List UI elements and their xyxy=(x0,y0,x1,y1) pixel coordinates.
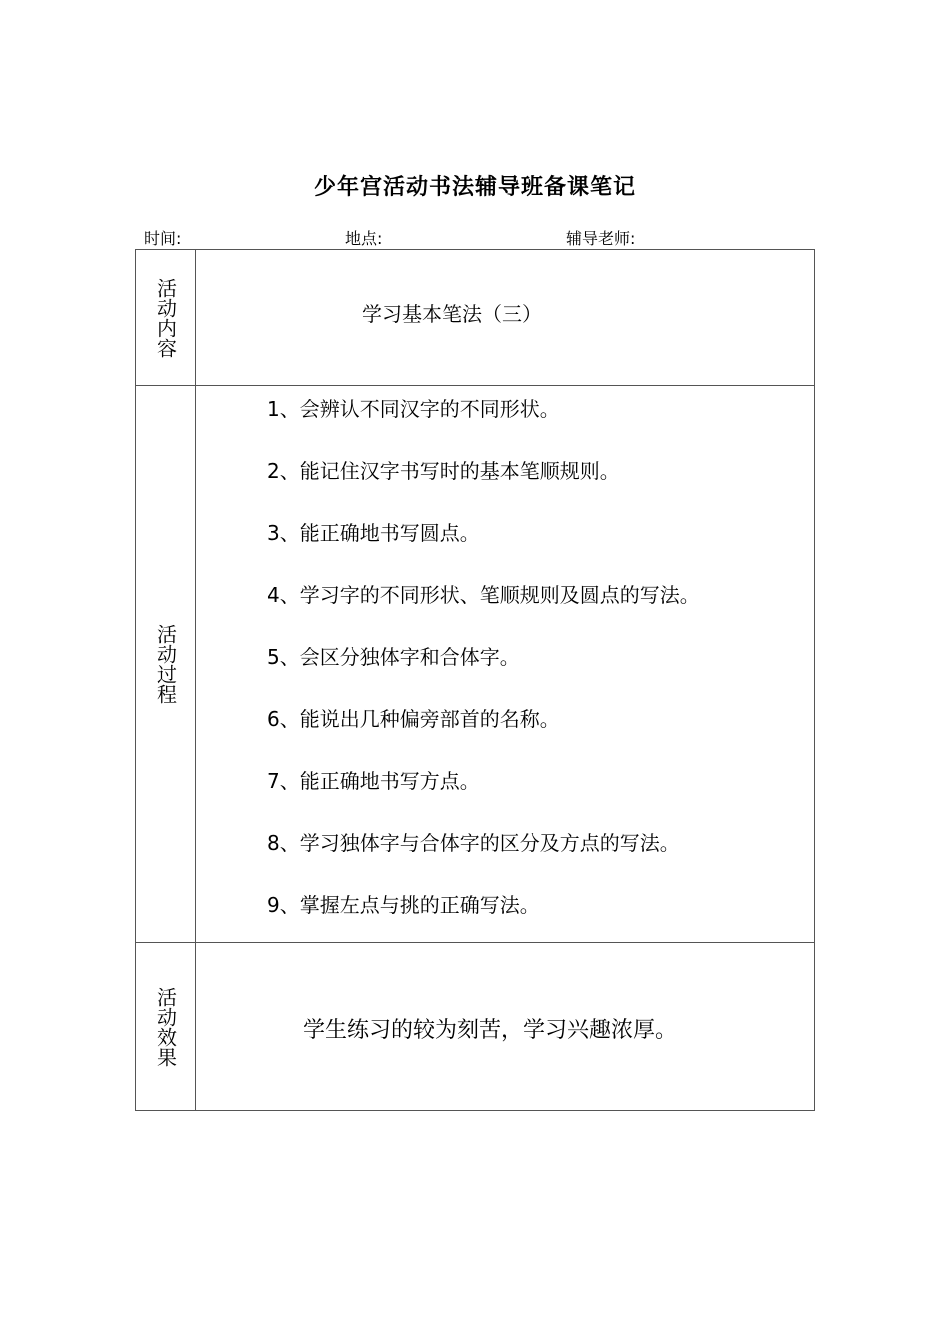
row-activity-content xyxy=(136,250,814,386)
content-cell-process xyxy=(196,386,814,942)
process-list xyxy=(267,396,700,954)
activity-effect-text: 学生练习的较为刻苦，学习兴趣浓厚。 xyxy=(303,1018,678,1043)
row-activity-effect xyxy=(136,943,814,1110)
meta-row xyxy=(0,226,950,248)
label-cell-process xyxy=(136,386,196,942)
content-cell-effect xyxy=(196,943,814,1110)
place-label: 地点: xyxy=(345,229,383,248)
list-item: 7、能正确地书写方点。 xyxy=(267,769,480,793)
list-item: 3、能正确地书写圆点。 xyxy=(267,521,480,545)
list-item: 1、会辨认不同汉字的不同形状。 xyxy=(267,397,560,421)
list-item: 5、会区分独体字和合体字。 xyxy=(267,645,520,669)
teacher-label: 辅导老师: xyxy=(566,229,636,248)
time-label: 时间: xyxy=(144,229,182,248)
activity-content-label: 活动内容 xyxy=(153,277,178,358)
list-item: 8、学习独体字与合体字的区分及方点的写法。 xyxy=(267,831,680,855)
activity-process-label: 活动过程 xyxy=(153,624,178,704)
lesson-table xyxy=(135,249,815,1111)
document-title: 少年宫活动书法辅导班备课笔记 xyxy=(313,175,636,200)
label-cell-effect xyxy=(136,943,196,1110)
row-activity-process xyxy=(136,386,814,943)
list-item: 4、学习字的不同形状、笔顺规则及圆点的写法。 xyxy=(267,583,700,607)
activity-content-text: 学习基本笔法（三） xyxy=(362,302,542,326)
list-item: 9、掌握左点与挑的正确写法。 xyxy=(267,893,540,917)
list-item: 2、能记住汉字书写时的基本笔顺规则。 xyxy=(267,459,620,483)
label-cell-content xyxy=(136,250,196,385)
list-item: 6、能说出几种偏旁部首的名称。 xyxy=(267,707,560,731)
content-cell-content xyxy=(196,250,814,385)
activity-effect-label: 活动效果 xyxy=(153,986,178,1067)
